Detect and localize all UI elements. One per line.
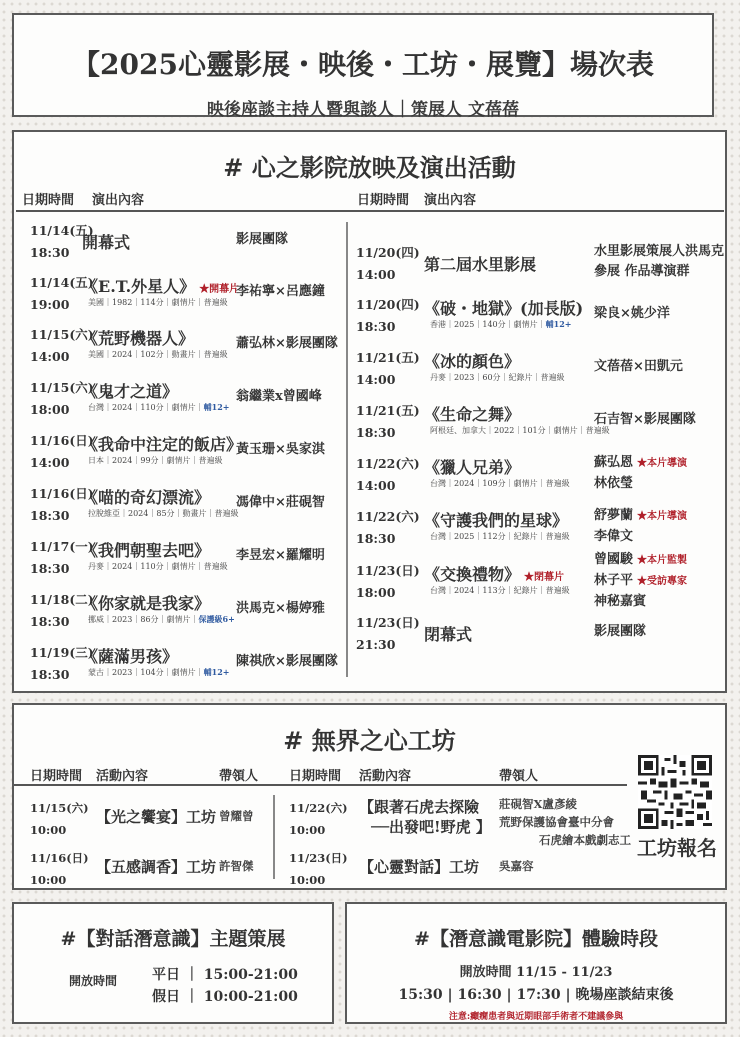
screening-section bbox=[12, 130, 727, 693]
section-title: #【對話潛意識】主題策展 bbox=[60, 928, 286, 950]
guest-list bbox=[594, 622, 646, 642]
film-name: 《你家就是我家》 bbox=[82, 594, 211, 613]
film-title bbox=[424, 455, 520, 478]
row-date: 11/16(日) bbox=[30, 486, 94, 501]
film-meta: 美國｜1982｜114分｜劇情片｜普遍級 bbox=[88, 298, 228, 307]
film-name: 《破・地獄》(加長版) bbox=[424, 299, 584, 318]
workshop-signup-label: 工坊報名 bbox=[637, 836, 717, 860]
row-time: 14:00 bbox=[356, 267, 396, 282]
guest-role: ★本片監製 bbox=[637, 555, 688, 566]
film-meta: 台灣｜2024｜109分｜劇情片｜普遍級 bbox=[430, 479, 570, 488]
row-date: 11/17(一) bbox=[30, 539, 94, 554]
workshop-section bbox=[12, 703, 727, 890]
film-meta: 丹麥｜2024｜110分｜劇情片｜普遍級 bbox=[88, 562, 228, 571]
row-date: 11/19(三) bbox=[30, 645, 94, 660]
row-date: 11/14(五) bbox=[30, 223, 94, 238]
session-times: 15:30 | 16:30 | 17:30 | 晚場座談結束後 bbox=[398, 987, 674, 1003]
open-period: 開放時間 11/15 - 11/23 bbox=[459, 965, 613, 980]
guest-role: ★本片導演 bbox=[637, 458, 688, 469]
guest-list bbox=[236, 546, 325, 566]
column-divider bbox=[273, 795, 275, 879]
hours-label: 開放時間 bbox=[69, 974, 118, 988]
row-time: 18:30 bbox=[30, 245, 70, 260]
film-title bbox=[424, 349, 520, 372]
guest-list bbox=[236, 387, 322, 407]
film-title bbox=[424, 296, 583, 319]
guest: 陳祺欣×影展團隊 bbox=[236, 654, 338, 669]
guest: 參展 作品導演群 bbox=[594, 264, 690, 279]
guest-list bbox=[594, 506, 687, 547]
row-time: 14:00 bbox=[30, 455, 70, 470]
col-header-leader: 帶領人 bbox=[499, 769, 539, 784]
row-date: 11/23(日) bbox=[289, 851, 348, 865]
film-title bbox=[82, 591, 210, 614]
row-date: 11/14(五) bbox=[30, 275, 94, 290]
film-title bbox=[82, 379, 178, 402]
header-panel bbox=[12, 13, 714, 120]
film-meta: 美國｜2024｜102分｜動畫片｜普遍級 bbox=[88, 350, 228, 359]
exhibit-section bbox=[12, 902, 334, 1024]
leader-list bbox=[499, 795, 631, 849]
film-tag: ★開幕片 bbox=[199, 284, 240, 295]
guest: 馮偉中×莊硯智 bbox=[236, 495, 325, 510]
row-date: 11/22(六) bbox=[289, 801, 348, 815]
guest: 曾國駿 ★本片監製 bbox=[594, 552, 688, 567]
activity-title: 【五感調香】工坊 bbox=[96, 858, 217, 876]
film-title bbox=[82, 274, 239, 297]
film-name: 《我命中注定的飯店》 bbox=[82, 435, 243, 454]
film-title bbox=[424, 252, 536, 275]
leader-list bbox=[499, 857, 534, 875]
guest: 翁繼業x曾國峰 bbox=[236, 389, 322, 404]
row-date: 11/22(六) bbox=[356, 456, 420, 471]
guest-role: ★本片導演 bbox=[637, 511, 688, 522]
film-name: 開幕式 bbox=[82, 233, 131, 252]
col-header-date: 日期時間 bbox=[357, 193, 410, 208]
row-time: 18:00 bbox=[356, 585, 396, 600]
film-meta: 阿根廷、加拿大｜2022｜101分｜劇情片｜普遍級 bbox=[430, 426, 610, 435]
guest: 李昱宏×羅耀明 bbox=[236, 548, 325, 563]
row-date: 11/23(日) bbox=[356, 615, 420, 630]
cinema-section bbox=[345, 902, 727, 1024]
row-date: 11/15(六) bbox=[30, 380, 94, 395]
row-date: 11/15(六) bbox=[30, 801, 89, 815]
row-date: 11/22(六) bbox=[356, 509, 420, 524]
film-title bbox=[424, 622, 472, 645]
row-time: 18:30 bbox=[30, 614, 70, 629]
col-header-content: 演出內容 bbox=[424, 193, 477, 208]
row-time: 18:30 bbox=[356, 531, 396, 546]
row-date: 11/23(日) bbox=[356, 563, 420, 578]
leader: 石虎繪本戲劇志工 bbox=[539, 833, 631, 847]
col-header-date: 日期時間 bbox=[22, 193, 75, 208]
row-time: 18:30 bbox=[30, 561, 70, 576]
row-time: 10:00 bbox=[30, 873, 67, 887]
guest-list bbox=[594, 410, 696, 430]
column-divider bbox=[346, 222, 348, 677]
guest: 黃玉珊×吳家淇 bbox=[236, 442, 325, 457]
film-meta: 蒙古｜2023｜104分｜劇情片｜輔12+ bbox=[88, 667, 230, 677]
col-header-date: 日期時間 bbox=[30, 769, 83, 784]
guest-list bbox=[594, 242, 724, 282]
row-time: 10:00 bbox=[30, 823, 67, 837]
row-datetime bbox=[289, 797, 369, 841]
rating-badge: 輔12+ bbox=[203, 667, 230, 677]
guest-role: ★受訪專家 bbox=[637, 576, 688, 587]
row-date: 11/15(六) bbox=[30, 327, 94, 342]
guest-list bbox=[236, 282, 325, 302]
guest: 水里影展策展人洪馬克 bbox=[594, 244, 725, 259]
guest: 影展團隊 bbox=[594, 624, 647, 639]
guest: 文蓓蓓×田凱元 bbox=[594, 359, 683, 374]
guest-list bbox=[594, 357, 683, 377]
rating-badge: 輔12+ bbox=[545, 319, 572, 329]
guest: 李祐寧×呂應鐘 bbox=[236, 284, 325, 299]
guest: 影展團隊 bbox=[236, 232, 289, 247]
row-date: 11/16(日) bbox=[30, 851, 89, 865]
film-meta: 香港｜2025｜140分｜劇情片｜輔12+ bbox=[430, 319, 572, 329]
col-header-activity: 活動內容 bbox=[96, 769, 149, 784]
qr-code-icon[interactable] bbox=[638, 755, 712, 829]
film-name: 閉幕式 bbox=[424, 625, 473, 644]
weekday-hours: 平日 ｜ 15:00-21:00 bbox=[152, 967, 298, 983]
film-meta: 日本｜2024｜99分｜劇情片｜普遍級 bbox=[88, 456, 223, 465]
guest-list bbox=[236, 440, 325, 460]
row-date: 11/21(五) bbox=[356, 403, 420, 418]
film-name: 《荒野機器人》 bbox=[82, 329, 195, 348]
section-title: # 無界之心工坊 bbox=[283, 726, 456, 755]
film-title bbox=[82, 432, 242, 455]
film-meta: 丹麥｜2023｜60分｜紀錄片｜普遍級 bbox=[430, 373, 565, 382]
film-name: 《喵的奇幻漂流》 bbox=[82, 488, 211, 507]
row-datetime bbox=[289, 847, 369, 891]
row-date: 11/20(四) bbox=[356, 297, 420, 312]
guest: 石吉智×影展團隊 bbox=[594, 412, 696, 427]
guest-list bbox=[236, 230, 288, 250]
film-name: 《薩滿男孩》 bbox=[82, 647, 179, 666]
film-name: 《鬼才之道》 bbox=[82, 382, 179, 401]
leader: 莊硯智X盧彥綾 bbox=[499, 797, 577, 811]
page-title: 【2025心靈影展・映後・工坊・展覽】場次表 bbox=[72, 48, 654, 81]
row-date: 11/21(五) bbox=[356, 350, 420, 365]
section-title: #【潛意識電影院】體驗時段 bbox=[414, 928, 658, 950]
film-title bbox=[82, 538, 210, 561]
guest: 林子平 ★受訪專家 bbox=[594, 573, 688, 588]
activity-title: 【心靈對話】工坊 bbox=[359, 858, 480, 876]
film-title bbox=[82, 230, 130, 253]
leader: 許智傑 bbox=[219, 859, 254, 873]
page-subtitle: 映後座談主持人暨與談人｜策展人 文蓓蓓 bbox=[207, 100, 519, 120]
leader: 吳嘉容 bbox=[499, 859, 534, 873]
film-meta: 台灣｜2024｜113分｜紀錄片｜普遍級 bbox=[430, 586, 570, 595]
guest: 舒夢蘭 ★本片導演 bbox=[594, 508, 688, 523]
guest-list bbox=[594, 304, 670, 324]
film-title bbox=[424, 508, 568, 531]
warning-note: 注意:癲癇患者與近期眼部手術者不建議參與 bbox=[448, 1012, 624, 1022]
guest: 蘇弘恩 ★本片導演 bbox=[594, 455, 688, 470]
film-tag: ★閉幕片 bbox=[524, 572, 565, 583]
leader: 曾耀曾 bbox=[219, 809, 254, 823]
row-time: 18:30 bbox=[30, 508, 70, 523]
row-time: 10:00 bbox=[289, 873, 326, 887]
leader: 荒野保護協會臺中分會 bbox=[499, 815, 614, 829]
film-name: 《我們朝聖去吧》 bbox=[82, 541, 211, 560]
film-name: 《E.T.外星人》 bbox=[82, 277, 196, 296]
rating-badge: 保護級6+ bbox=[198, 614, 235, 624]
film-meta: 拉脫維亞｜2024｜85分｜動畫片｜普遍級 bbox=[88, 509, 239, 518]
col-header-date: 日期時間 bbox=[289, 769, 342, 784]
row-time: 18:30 bbox=[356, 425, 396, 440]
film-meta: 台灣｜2024｜110分｜劇情片｜輔12+ bbox=[88, 402, 230, 412]
film-name: 《生命之舞》 bbox=[424, 405, 521, 424]
row-time: 14:00 bbox=[30, 349, 70, 364]
section-title: # 心之影院放映及演出活動 bbox=[223, 153, 516, 182]
film-name: 《獵人兄弟》 bbox=[424, 458, 521, 477]
header-divider bbox=[14, 784, 627, 786]
film-title bbox=[82, 326, 194, 349]
film-title bbox=[424, 562, 564, 585]
film-meta: 挪威｜2023｜86分｜劇情片｜保護級6+ bbox=[88, 614, 235, 624]
col-header-content: 演出內容 bbox=[92, 193, 145, 208]
row-date: 11/20(四) bbox=[356, 245, 420, 260]
guest-list bbox=[236, 334, 338, 354]
film-name: 《冰的顏色》 bbox=[424, 352, 521, 371]
row-date: 11/16(日) bbox=[30, 433, 94, 448]
row-time: 18:30 bbox=[356, 319, 396, 334]
col-header-activity: 活動內容 bbox=[359, 769, 412, 784]
holiday-hours: 假日 ｜ 10:00-21:00 bbox=[152, 989, 298, 1005]
row-time: 14:00 bbox=[356, 372, 396, 387]
guest: 蕭弘林×影展團隊 bbox=[236, 336, 338, 351]
guest: 梁良×姚少洋 bbox=[594, 306, 670, 321]
col-header-leader: 帶領人 bbox=[219, 769, 259, 784]
film-name: 第二屆水里影展 bbox=[424, 255, 537, 274]
activity-title: 【光之饗宴】工坊 bbox=[96, 808, 217, 826]
activity-title: 【跟著石虎去探險 ──出發吧!野虎 】 bbox=[359, 798, 491, 836]
guest-list bbox=[594, 453, 687, 494]
film-name: 《交換禮物》 bbox=[424, 565, 521, 584]
guest-list bbox=[236, 493, 325, 513]
film-title bbox=[424, 402, 520, 425]
leader-list bbox=[219, 807, 254, 825]
row-time: 18:00 bbox=[30, 402, 70, 417]
guest: 林依瑩 bbox=[594, 476, 634, 491]
film-title bbox=[82, 644, 178, 667]
guest-list bbox=[594, 550, 687, 612]
row-time: 19:00 bbox=[30, 297, 70, 312]
rating-badge: 輔12+ bbox=[203, 402, 230, 412]
row-date: 11/18(二) bbox=[30, 592, 94, 607]
header-divider bbox=[16, 210, 724, 212]
row-time: 21:30 bbox=[356, 637, 396, 652]
leader-list bbox=[219, 857, 254, 875]
film-title bbox=[82, 485, 210, 508]
film-name: 《守護我們的星球》 bbox=[424, 511, 569, 530]
guest-list bbox=[236, 599, 325, 619]
row-time: 14:00 bbox=[356, 478, 396, 493]
row-time: 10:00 bbox=[289, 823, 326, 837]
row-time: 18:30 bbox=[30, 667, 70, 682]
guest: 洪馬克×楊婷雅 bbox=[236, 601, 325, 616]
film-meta: 台灣｜2025｜112分｜紀錄片｜普遍級 bbox=[430, 532, 570, 541]
guest-list bbox=[236, 652, 338, 672]
guest: 李偉文 bbox=[594, 529, 634, 544]
guest: 神秘嘉賓 bbox=[594, 594, 647, 609]
